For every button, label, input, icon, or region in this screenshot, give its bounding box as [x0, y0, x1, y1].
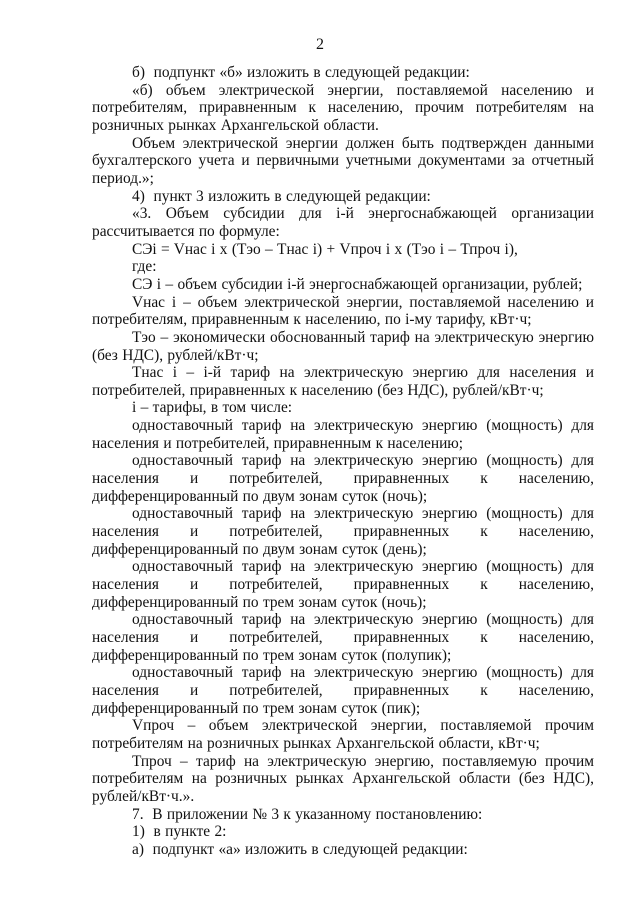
paragraph: СЭ i – объем субсидии i-й энергоснабжающей организации, рублей; — [132, 275, 583, 293]
paragraph: 4) пункт 3 изложить в следующей редакции: — [132, 187, 431, 205]
paragraph: Vпроч – объем электрической энергии, поставляемой прочим потребителям на розничных рынках Архангельской области, кВт·ч; — [92, 717, 594, 752]
paragraph: Тпроч – тариф на электрическую энергию, поставляемую прочим потребителям на розничных рынках Архангельской области (без НДС), рублей/кВт·ч.». — [92, 752, 594, 805]
paragraph: одноставочный тариф на электрическую энергию (мощность) для населения и потребителей, приравненных к населению, дифференцированный по двум зонам суток (ночь); — [92, 452, 594, 505]
paragraph: одноставочный тариф на электрическую энергию (мощность) для населения и потребителей, приравненных к населению, дифференцированный по трем зонам суток (полупик); — [92, 611, 594, 664]
paragraph: одноставочный тариф на электрическую энергию (мощность) для населения и потребителей, приравненных к населению, дифференцированный по трем зонам суток (ночь); — [92, 558, 594, 611]
paragraph: одноставочный тариф на электрическую энергию (мощность) для населения и потребителей, приравненным к населению; — [92, 417, 594, 452]
paragraph: i – тарифы, в том числе: — [132, 399, 293, 417]
paragraph: Тэо – экономически обоснованный тариф на электрическую энергию (без НДС), рублей/кВт·ч; — [92, 328, 594, 364]
formula: СЭi = Vнас i х (Тэо – Тнас i) + Vпроч i х (Тэо i – Тпроч i), — [132, 240, 518, 258]
paragraph: где: — [132, 258, 157, 276]
page-number: 2 — [316, 36, 324, 53]
paragraph: Объем электрической энергии должен быть подтвержден данными бухгалтерского учета и первичными учетными документами за отчетный период.»; — [92, 134, 594, 187]
paragraph: Vнас i – объем электрической энергии, поставляемой населению и потребителям, приравненным к населению, по i-му тарифу, кВт·ч; — [92, 293, 594, 329]
paragraph: одноставочный тариф на электрическую энергию (мощность) для населения и потребителей, приравненных к населению, дифференцированный по двум зонам суток (день); — [92, 505, 594, 558]
paragraph: 1) в пункте 2: — [132, 823, 227, 841]
paragraph: б) подпункт «б» изложить в следующей редакции: — [132, 64, 470, 81]
paragraph: «б) объем электрической энергии, поставляемой населению и потребителям, приравненным к населению, прочим потребителям на розничных рынках Архангельской области. — [92, 81, 594, 134]
paragraph: а) подпункт «а» изложить в следующей редакции: — [132, 840, 468, 858]
paragraph: Тнас i – i-й тариф на электрическую энергию для населения и потребителей, приравненных к населению (без НДС), рублей/кВт·ч; — [92, 364, 594, 399]
paragraph: 7. В приложении № 3 к указанному постановлению: — [132, 805, 483, 823]
paragraph: «3. Объем субсидии для i-й энергоснабжающей организации рассчитывается по формуле: — [92, 205, 594, 240]
document-body — [92, 64, 594, 859]
paragraph: одноставочный тариф на электрическую энергию (мощность) для населения и потребителей, приравненных к населению, дифференцированный по трем зонам суток (пик); — [92, 664, 594, 717]
